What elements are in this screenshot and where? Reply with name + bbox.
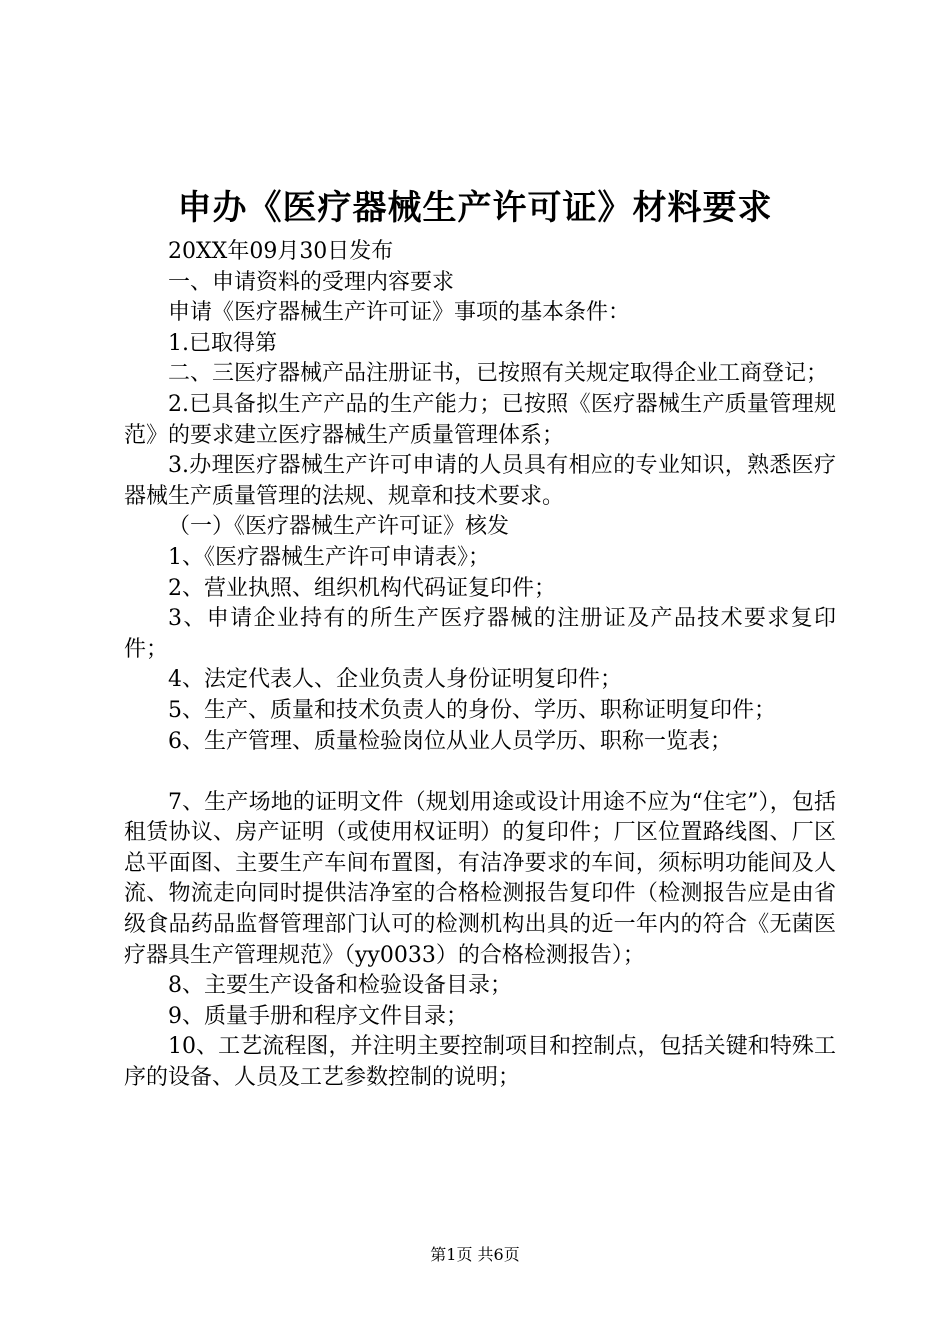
list-item: 4、法定代表人、企业负责人身份证明复印件； — [168, 667, 622, 693]
page-footer: 第1页 共6页 — [430, 1245, 520, 1264]
list-item: 2、营业执照、组织机构代码证复印件； — [168, 575, 556, 601]
list-item: 10、工艺流程图，并注明主要控制项目和控制点，包括关键和特殊工序的设备、人员及工艺参数控制的说明； — [124, 1034, 836, 1091]
document-title: 申办《医疗器械生产许可证》材料要求 — [177, 188, 773, 228]
blank-line — [124, 757, 836, 788]
list-item: 1、《医疗器械生产许可申请表》； — [168, 544, 490, 570]
paragraph: 申请《医疗器械生产许可证》事项的基本条件： — [168, 300, 631, 326]
document-body — [124, 237, 836, 1094]
list-item: 8、主要生产设备和检验设备目录； — [168, 973, 512, 999]
paragraph: 1.已取得第 — [168, 330, 277, 356]
paragraph: 3.办理医疗器械生产许可申请的人员具有相应的专业知识，熟悉医疗器械生产质量管理的法规、规章和技术要求。 — [124, 453, 836, 509]
publish-date: 20XX年09月30日发布 — [168, 239, 394, 264]
list-item: 6、生产管理、质量检验岗位从业人员学历、职称一览表； — [168, 728, 732, 754]
paragraph: 二、三医疗器械产品注册证书，已按照有关规定取得企业工商登记； — [168, 361, 829, 387]
list-item: 9、质量手册和程序文件目录； — [168, 1003, 468, 1029]
list-item: 7、生产场地的证明文件（规划用途或设计用途不应为“住宅”），包括租赁协议、房产证明（或使用权证明）的复印件；厂区位置路线图、厂区总平面图、主要生产车间布置图，有洁净要求的车间，须标明功能间及人流、物流走向同时提供洁净室的合格检测报告复印件（检测报告应是由省级食品药品监督管理部门认可的检测机构出具的近一年内的符合《无菌医疗器具生产管理规范》（yy0033）的合格检测报告）； — [124, 789, 836, 968]
section-heading: 一、申请资料的受理内容要求 — [168, 269, 455, 295]
list-item: 3、申请企业持有的所生产医疗器械的注册证及产品技术要求复印件； — [124, 606, 836, 662]
subsection-heading: （一）《医疗器械生产许可证》核发 — [168, 514, 510, 540]
list-item: 5、生产、质量和技术负责人的身份、学历、职称证明复印件； — [168, 697, 776, 723]
paragraph: 2.已具备拟生产产品的生产能力；已按照《医疗器械生产质量管理规范》的要求建立医疗器械生产质量管理体系； — [124, 391, 836, 448]
